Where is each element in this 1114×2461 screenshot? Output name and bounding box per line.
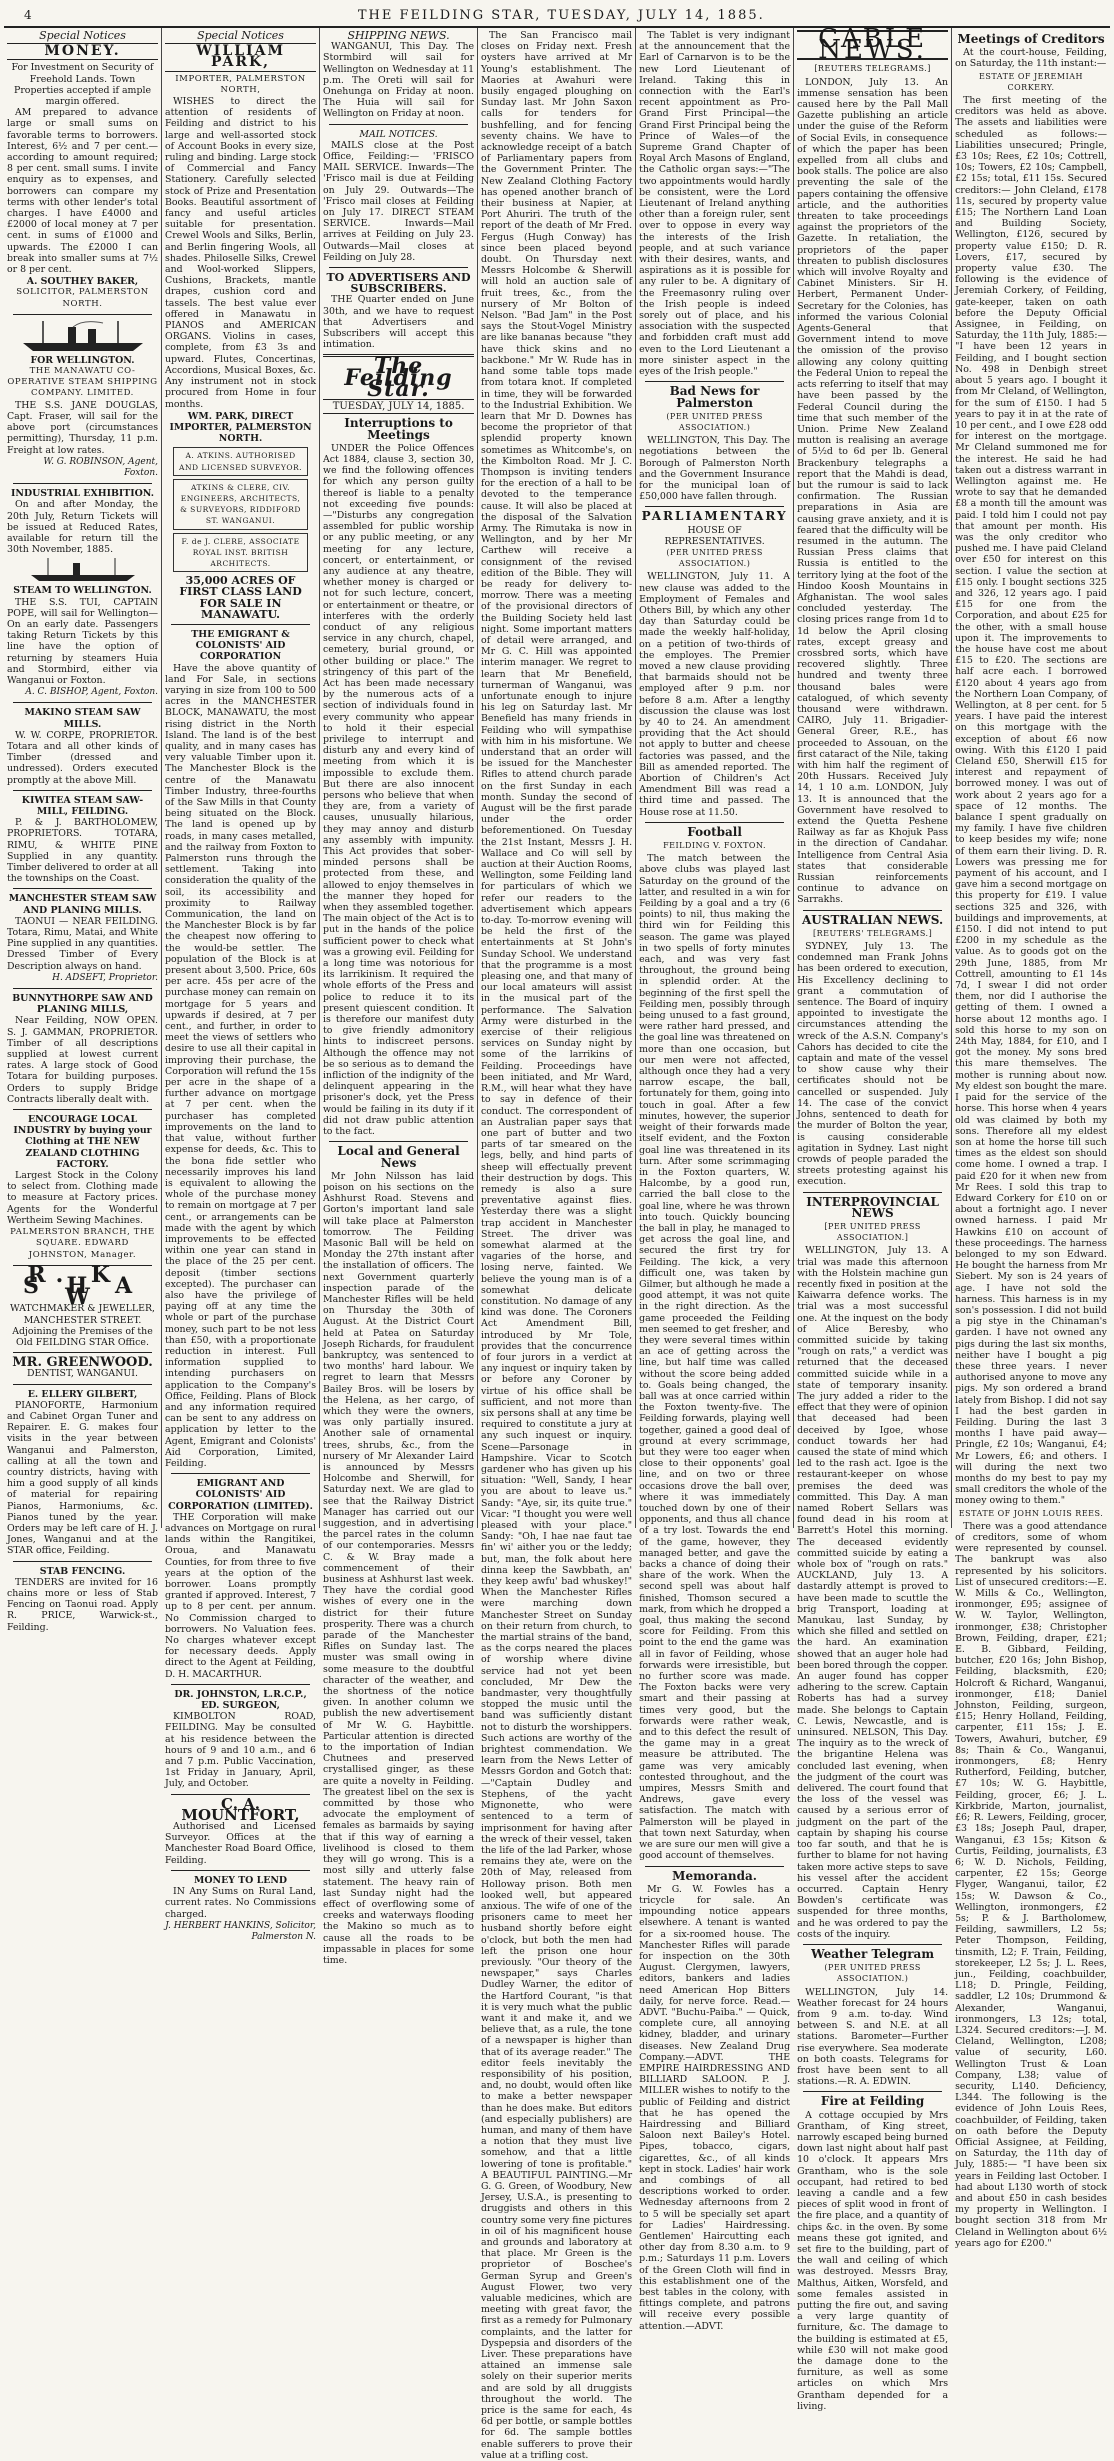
emigrant-title: THE EMIGRANT & COLONISTS' AID CORPORATION	[191, 628, 290, 663]
acres-title: 35,000 ACRES OF FIRST CLASS LAND FOR SALE IN MANAWATU.	[179, 574, 302, 621]
palmerston-title: Bad News for Palmerston	[669, 384, 760, 410]
special-notices-header: Special Notices	[7, 30, 158, 44]
gilbert-title: E. ELLERY GILBERT,	[27, 1388, 138, 1400]
jane-douglas-notice: THE S.S. JANE DOUGLAS, Capt. Fraser, will sail for the above port (circumstances permitting), Thursday, 11 p.m. Freight at low rates.	[7, 399, 159, 456]
paper-title: The Feilding Star.	[344, 353, 453, 402]
emigrant2-title: EMIGRANT AND COLONISTS' AID CORPORATION (LIMITED).	[168, 1478, 313, 1512]
newspaper-title: THE FEILDING STAR, TUESDAY, JULY 14, 1885.	[357, 7, 765, 23]
shipping-title: SHIPPING NEWS.	[347, 29, 450, 42]
interruptions-body: UNDER the Police Offences Act 1884, clause 3, section 30, we find the following offences for which any person guilty thereof is liable to a penalty not exceeding five pounds:—"Disturbs any congregation assembled for public worship or any public meeting, or any meeting for any lecture, concert, or entertainment, or any audience at any theatre, whether money is charged or not for such lecture, concert, or entertainment or theatre, or interferes with the orderly conduct of any religious service in any church, chapel, cemetery, burial ground, or other building or place." The stringency of this part of the Act has been made necessary by the numerous acts of a section of individuals found in every community who appear to hold it their especial privilege to interrupt and disturb any and every kind of meeting from which it is impossible to exclude them. But there are also innocent persons who believe that when they are, from a variety of causes, unusually hilarious, they may annoy and disturb any assembly with impunity. This Act provides that sober-minded persons shall be protected from these, and allowed to enjoy themselves in the manner they hoped for when they assembled together. The main object of the Act is to put in the hands of the police sufficient power to check what was a growing evil. Feilding for a long time was notorious for its larrikinism. It required the whole efforts of the Press and police to reduce it to its present quiescent condition. It is therefore our manifest duty to give friendly admonitory hints to indiscreet persons. Although the offence may not be so serious as to demand the infliction of the indignity of the delinquent appearing in the prisoner's dock, yet the Press would be failing in its duty if it did not draw public attention to the fact.	[323, 442, 475, 1138]
mail-title: MAIL NOTICES.	[359, 128, 438, 140]
column-5	[636, 28, 794, 2332]
fencing-title: STAB FENCING.	[39, 1565, 126, 1577]
manawatu-company: THE MANAWATU CO-OPERATIVE STEAM SHIPPING COMPANY. LIMITED.	[7, 366, 158, 399]
jane-douglas-signature: W. G. ROBINSON, Agent, Foxton.	[43, 456, 159, 478]
column-1	[4, 28, 162, 1633]
special-notices-header: Special Notices	[165, 30, 316, 44]
lend-body: IN Any Sums on Rural Land, current rates. No Commissions charged.	[165, 1886, 317, 1920]
money-intro: For Investment on Security of Freehold Lands. Town Properties accepted if ample margin offered.	[11, 62, 154, 108]
makino-title: MAKINO STEAM SAW MILLS.	[24, 707, 141, 730]
parliamentary-sub: (PER UNITED PRESS ASSOCIATION.)	[666, 547, 763, 569]
interprovincial-sub: [PER UNITED PRESS ASSOCIATION.]	[824, 1221, 921, 1243]
manchester-mills-body: TAONUI — NEAR FEILDING. Totara, Rimu, Matai, and White Pine supplied in any quantities. Dressed Timber of Every Description always on hand.	[7, 915, 159, 972]
emigrant-body: Have the above quantity of land For Sale, in sections varying in size from 100 to 500 acres in the MANCHESTER BLOCK, MANAWATU, the most rising district in the North Island. The land is of the best quality, and in many cases has very valuable Timber upon it. The Manchester Block is the centre of the Manawatu Timber Industry, three-fourths of the Saw Mills in that County being situated on the Block. The land is opened up by roads, in many cases metalled, and the railway from Foxton to Palmerston runs through the settlement. Taking into consideration the quality of the soil, its accessibility and proximity to Railway Communication, the land on the Manchester Block is by far the cheapest now offering to the would-be settler. The population of the Block is at present about 3,500. Price, 60s per acre. 45s per acre of the purchase money can remain on mortgage for 5 years and upwards if desired, at 7 per cent., and further, in order to meet the views of settlers who desire to use all their capital in improving their purchase, the Corporation will refund the 15s per acre in the shape of a further advance on mortgage at 7 per cent. when the purchaser has completed improvements on the land to that value, without further expense for deeds, &c. This to the bona fide settler who necessarily improves his land is equivalent to allowing the whole of the purchase money to remain on mortgage at 7 per cent., or arrangements can be made with the agent by which improvements to be effected within one year can stand in the place of the 25 per cent. deposit (timber sections excepted). The purchaser can also have the privilege of paying off at any time the whole or part of the purchase money, such part to be not less than £50, with a proportionate reduction in interest. Full information supplied to intending purchasers on application to the Company's Office, Feilding. Plans of Block and any information required can be sent to any address on application by letter to the Agent, Emigrant and Colonists' Aid Corporation, Limited, Feilding.	[165, 662, 317, 1469]
clothing-title: ENCOURAGE LOCAL INDUSTRY by buying your Clothing at THE NEW ZEALAND CLOTHING FACTORY.	[13, 1114, 152, 1170]
kiwitea-title: KIWITEA STEAM SAW-MILL, FEILDING.	[21, 794, 144, 817]
shaw-body: WATCHMAKER & JEWELLER, MANCHESTER STREET. Adjoining the Premises of the Old FEILDING STAR Office.	[9, 1303, 156, 1348]
parliamentary-body: WELLINGTON, July 11. A new clause was added to the Employment of Females and Others Bill, by which any other day than Saturday could be made the weekly half-holiday, on a petition of two-thirds of the employes. The Premier moved a new clause providing that barmaids should not be employed after 9 p.m. nor before 8 a.m. After a lengthy discussion the clause was lost by 40 to 24. An amendment providing that the Act should not apply to butter and cheese factories was passed, and the Bill as amended reported. The Abortion of Children's Act Amendment Bill was read a third time and passed. The House rose at 11.50.	[639, 571, 791, 818]
football-title: Football	[687, 824, 742, 839]
clothing-body: Largest Stock in the Colony to select from. Clothing made to measure at Factory prices. Agents for the Wonderful Wertheim Sewing Machines.	[7, 1170, 159, 1226]
money-body: AM prepared to advance large or small sums on favorable terms to borrowers. Interest, 6½ and 7 per cent.—according to amount required; 8 per cent. small sums. I invite enquiry as to expenses, and borrowers can compare my terms with other lender's total charges. I have £4000 and £2000 of local money at 7 per cent. in sums of £1000 and upwards. The £2000 I can break into smaller sums at 7½ or 8 per cent.	[7, 107, 159, 276]
cable-news-body: LONDON, July 13. An immense sensation has been caused here by the Pall Mall Gazette publishing an article under the guise of the Reform of Social Evils, in consequence of which the paper has been expelled from all clubs and book stalls. The police are also preventing the sale of the papers containing the offensive article, and the authorities threaten to take proceedings against the proprietors of the Gazette. In retaliation, the proprietors of the paper threaten to publish disclosures which will involve Royalty and Cabinet Ministers. Sir H. Herbert, Permanent Under-Secretary for the Colonies, has informed the various Colonial Agents-General that Government intend to move the omission of the proviso allowing any colony quitting the Federal Union to repeal the acts referring to itself that may have been passed by the Federal Council during the time that such member of the Union. Prime New Zealand mutton is realising an average of 5½d to 6d per lb. General Brackenbury telegraphs a report that the Mahdi is dead, but the rumour is said to lack confirmation. The Russian preparations in Asia are causing grave anxiety, and it is feared that the difficulty will be resumed in the autumn. The Russian Press claims that Russia is entitled to the territory lying at the foot of the Hindoo Koosh Mountains in Afghanistan. The wool sales concluded yesterday. The closing prices range from 1d to 1d below the April closing rates, except greasy and crossbred sorts, which have recovered slightly. Three hundred and twenty three thousand bales were catalogued, of which seventy thousand were withdrawn. CAIRO, July 11. Brigadier-General Greer, R.E., has proceeded to Assouan, on the first cataract of the Nile, taking with him half the regiment of 20th Hussars. Received July 14, 1 10 a.m. LONDON, July 13. It is announced that the Government have resolved to extend the Quetta Peshene Railway as far as Khojuk Pass in the direction of Candahar. Intelligence from Central Asia states that considerable Russian reinforcements continue to advance on Sarrakhs.	[797, 76, 949, 906]
bunnythorpe-title: BUNNYTHORPE SAW AND PLANING MILLS,	[12, 993, 153, 1016]
tablet-article: The Tablet is very indignant at the announcement that the Earl of Carnarvon is to be the new Lord Lieutenant of Ireland. Taking this in connection with the Earl's recent appointment as Pro-Grand First Principal—the Grand First Principal being the Prince of Wales—of the Supreme Grand Chapter of Royal Arch Masons of England, the Catholic organ says:—"The two appointments would hardly be consistent, were the Lord Lieutenant of Ireland anything other than a foreign ruler, sent over to oppose in every way the interests of the Irish people, and at such variance with their desires, wants, and aspirations as it is possible for any ruler to be. A dignitary of the Freemasonry ruling over the Irish people is indeed sorely out of place, and his association with the suspected and forbidden craft must add even to the Lord Lieutenant a more sinister aspect in the eyes of the Irish people."	[639, 30, 791, 378]
estate1-body: The first meeting of the creditors was held as above. The assets and liabilities were scheduled as follows:— Liabilities unsecured; Pringle, £3 10s; Rees, £2 10s; Cottrell, 10s; Towers, £2 10s; Campbell, £2 15s; total, £11 15s. Secured creditors:— John Cleland, £178 11s, secured by property value £15; The Northern Land Loan and Building Society, Wellington, £126, secured by property value £150; D. R. Lovers, £17, secured by property value £30. The following is the evidence of Jeremiah Corkery, of Feilding, gate-keeper, taken on oath before the Deputy Official Assignee, in Feilding, on Saturday, the 11th July, 1885:— "I have been 12 years in Feilding, and I bought section No. 498 in Denbigh street about 5 years ago. I bought it from Mr Cleland, of Wellington, for the sum of £150. I had 5 years to pay it in at the rate of 10 per cent., and I owe £28 odd for interest on the mortgage. Mr Cleland summoned me for the interest. He said he had taken out a distress warrant in Wellington against me. He wrote to say that he demanded £8 a month till the amount was paid. I told him I could not pay that amount per month. His was the only creditor who pushed me. I have paid Cleland over £50 for interest on this section. I value the section at £15 only. I bought sections 325 and 326, 12 years ago. I paid £15 for one from the Corporation, and about £25 for the other, with a small house upon it. The improvements to the house have cost me about £15 to £20. The sections are half acre each. I borrowed £120 about 4 years ago from the Northern Loan Company, of Wellington, at 8 per cent. for 5 years. I have paid the interest on this mortgage with the exception of about £6 now owing. With this £120 I paid Cleland £50, Sherwill £15 for interest and repayment of borrowed money. I was out of work about 2 years ago for a space of 12 months. The balance I spent gradually on my family. I have five children to keep besides my wife; none of them earn their living. D. R. Lowers was pressing me for payment of his account, and I gave him a second mortgage on this property for £19. I value sections 325 and 326, with buildings and improvements, at £150. I did not intend to put £200 in my schedule as the value. As to goods got on the 29th June, 1885, from Mr Cottrell, amounting to £1 14s 7d, I swear I did not order them, nor did I authorise the getting of them. I owned a horse about 12 months ago. I sold this horse to my son on 24th May, 1884, for £10, and I got the money. My sons bred this mare themselves. The mother is running about now. My eldest son bought the mare. I paid for the service of the horse. This horse when 4 years old was claimed by both my sons. Therefore all my eldest son at home the horse till such times as the eldest son should come home. I owned a trap. I paid £20 for it when new from Mr Rees. I sold this trap to Edward Corkery for £10 on or about a fortnight ago. I never owned harness. I paid Mr Hawkins £10 on account of these proceedings. The harness belonged to my son Edward. He bought the harness from Mr Siebert. My son is 24 years of age. I have not sold the harness. This harness is in my son's possession. I did not build a pig stye in the Chinaman's garden. I have not owned any pigs during the last six months, neither have I bought a pig these three years. I never authorised anyone to move any pigs. My son ordered a brand lately from Bishop. I did not say I had the best garden in Feilding. During the last 3 months I have paid away—Pringle, £2 10s; Wanganui, £4; Mr Lowers, £6; and others. I will during the next two months do my best to pay my small creditors the whole of the money owing to them."	[955, 95, 1107, 1507]
parliamentary-title: PARLIAMENTARY	[641, 509, 788, 524]
mail-body: MAILS close at the Post Office, Feilding:— 'FRISCO MAIL SERVICE. Inwards—The 'Frisco mail is due at Feilding on July 29. Outwards—The 'Frisco mail closes at Feilding on July 17. DIRECT STEAM SERVICE. Inwards—Mail arrives at Feilding on July 23. Outwards—Mail closes at Feilding on July 28.	[323, 139, 475, 263]
general-news-body: The San Francisco mail closes on Friday next. Fresh oysters have arrived at Mr Young's establishment. The Maories at Awahuri were busily engaged ploughing on Sunday last. Mr John Saxon calls for tenders for bushfelling, and for fencing seventy chains. We have to acknowledge receipt of a batch of Parliamentary papers from the Government Printer. The New Zealand Clothing Factory has opened another branch of their business at Napier, at Port Ahuriri. The truth of the report of the death of Mr Fred. Fergus (Hugh Conway) has since been placed beyond doubt. On Thursday next Messrs Holcombe & Sherwill will hold an auction sale of fruit trees, &c., from the nursery of Mr Bolton of Nelson. "Bad Jam" in the Post says the Stout-Vogel Ministry are like bananas because "they have thick skins and no backbone." Mr W. Rude has in hand some table tops made from totara knot. If completed in time, they will be forwarded to the Industrial Exhibition. We learn that Mr D. Downes has become the proprietor of that splendid property known sometimes as Whitcombe's, on the Kimbolton Road. Mr J. C. Thompson is inviting tenders for the erection of a hall to be devoted to the temperance cause. It will also be placed at the disposal of the Salvation Army. The Rimutaka is now in Wellington, and by her Mr Carthew will receive a consignment of the revised edition of the Bible. They will be ready for delivery to-morrow. There was a meeting of the provisional directors of the Building Society held last night. Some important matters of detail were arranged, and Mr G. C. Hill was appointed interim manager. We regret to learn that Mr Benefield, turnerman of Wanganui, was unfortunate enough to injure his leg on Saturday last. Mr Benefield has many friends in Feilding who will sympathise with him in his misfortune. We understand that an order will be issued for the Manchester Rifles to attend church parade on the first Sunday in each month. Sunday the second of August will be the first parade under the order beforementioned. On Tuesday the 21st Instant, Messrs J. H. Wallace and Co will sell by auction at their Auction Rooms, Wellington, some Feilding land for particulars of which we refer our readers to the advertisement which appears to-day. To-morrow evening will be held the first of the entertainments at St John's Sunday School. We understand that the programme is a most pleasing one, and that many of our local amateurs will assist in the musical part of the performance. The Salvation Army were disturbed in the exercise of their religious services on Sunday night by some of the larrikins of Feilding. Proceedings have been initiated, and Mr Ward, R.M., will hear what they have to say in defence of their conduct. The correspondent of an Australian paper says that one part of butter and two parts of tar smeared on the legs, belly, and hind parts of sheep will effectually prevent their destruction by dogs. This remedy is also a sure preventative against flies. Yesterday there was a slight trap accident in Manchester Street. The driver was somewhat alarmed at the vagaries of the horse, and losing nerve, fainted. We believe the young man is of a somewhat delicate constitution. No damage of any kind was done. The Coroners Act Amendment Bill, introduced by Mr Tole, provides that the concurrence of four jurors in a verdict at any inquest or inquiry taken by or before any Coroner by virtue of his office shall be sufficient, and not more than six persons shall at any time be required to constitute a jury at any such inquest or inquiry. Scene—Parsonage in Hampshire. Vicar to Scotch gardener who has given up his situation: "Well, Sandy, I hear you are about to leave us." Sandy: "Aye, sir, its quite true." Vicar: "I thought you were well pleased with your place." Sandy: "Oh, I hae nae faut tae fin' wi' aither you or the leddy; but, man, the folk about here dinna keep the Sawbbath, an' they keep awfu' bad whuskey!" When the Manchester Rifles were marching down Manchester Street on Sunday on their return from church, to the martial strains of the band, as the corps neared the places of worship where divine service had not yet been concluded, Mr Dew the bandmaster, very thoughtfully stopped the music until the band was sufficiently distant not to disturb the worshippers. Such actions are worthy of the brightest commendation. We learn from the News Letter of Messrs Gordon and Gotch that:—"Captain Dudley and Stephens, of the yacht Mignonette, who were sentenced to a term of imprisonment for having after the wreck of their vessel, taken the life of the lad Parker, whose remains they ate, were on the 20th of May, released from Holloway prison. Both men looked well, but appeared anxious. The wife of one of the prisoners came to meet her husband shortly before eight o'clock, but both the men had left the prison one hour previously. "Our theory of the newspaper," says Charles Dudley Warner, the editor of the Hartford Courant, "is that it is very much what the public want it and make it, and we believe that, as a rule, the tone of a newspaper is higher than that of its average reader." The editor feels inevitably the responsibility of his position, and, no doubt, would often like to make a better newspaper than he does make. But editors (and especially publishers) are human, and many of them have a notion that they must live somehow, and that a little lowering of tone is profitable." A BEAUTIFUL PAINTING.—Mr G. G. Green, of Woodbury, New Jersey, U.S.A., is presenting to druggists and others in this country some very fine pictures in oil of his magnificent house and grounds and laboratory at that place. Mr Green is the proprietor of Boschee's German Syrup and Green's August Flower, two very valuable medicines, which are meeting with great favor, the first as a remedy for Pulmonary complaints, and the latter for Dyspepsia and disorders of the Liver. These preparations have attained an immense sale solely on their superior merits and are sold by all druggists throughout the world. The price is the same for each, 4s 6d per bottle, or sample bottles for 6d. The sample bottles enable sufferers to prove their value at a trifling cost.	[481, 30, 633, 2461]
australian-title: AUSTRALIAN NEWS.	[802, 912, 944, 927]
tui-notice: THE S.S. TUI, CAPTAIN POPE, will sail for Wellington— On an early date. Passengers taking Return Tickets by this line have the option of returning by steamers Huia and Stormbird, either via Wanganui or Foxton.	[7, 596, 159, 686]
interprovincial-title: INTERPROVINCIAL NEWS	[806, 1194, 939, 1220]
advertisers-title: TO ADVERTISERS AND SUBSCRIBERS.	[326, 271, 471, 296]
park-signature: WM. PARK, DIRECT IMPORTER, PALMERSTON NORTH.	[169, 410, 312, 445]
paper-date: TUESDAY, JULY 14, 1885.	[323, 399, 474, 414]
column-7	[952, 28, 1110, 2249]
column-2	[162, 28, 320, 1942]
bunnythorpe-body: Near Feilding, NOW OPEN. S. J. GAMMAN, PROPRIETOR. Timber of all descriptions supplied at lowest current rates. A large stock of Good Totara for building purposes. Orders to supply Bridge Contracts liberally dealt with.	[7, 1015, 159, 1105]
shaw-title: R. K. S H A W	[22, 1261, 143, 1311]
weather-title: Weather Telegram	[811, 1946, 935, 1961]
manchester-mills-signature: H. ADSEFT, Proprietor.	[52, 972, 159, 983]
wellington-title: FOR WELLINGTON.	[30, 354, 135, 366]
atkins-clere-card: ATKINS & CLERE, CIV. ENGINEERS, ARCHITECTS, & SURVEYORS, RIDDIFORD ST. WANGANUI.	[173, 479, 308, 530]
steamship-icon	[13, 319, 153, 353]
weather-sub: (PER UNITED PRESS ASSOCIATION.)	[824, 1963, 921, 1984]
interprovincial-body: WELLINGTON, July 13. A trial was made this afternoon with the Holstein machine gun recently fixed in position at the Kaiwarra defence works. The trial was a most successful one. At the inquest on the body of Alice Beresby, who committed suicide by taking "rough on rats," a verdict was returned that the deceased committed suicide while in a state of temporary insanity. The jury added a rider to the effect that they were of opinion that deceased had been deceived by Igoe, whose conduct towards her had caused the state of mind which led to the rash act. Igoe is the restaurant-keeper on whose premises the deed was committed. This Day. A man named Robert Sellars was found dead in his room at Barrett's Hotel this morning. The deceased evidently committed suicide by eating a whole box of "rough on rats." AUCKLAND, July 13. A dastardly attempt is proved to have been made to scuttle the brig Transport, loading at Manukau, last Sunday, by which she filled and settled on the hard. An examination showed that an auger hole had been bored through the copper. An auger found has copper adhering to the screw. Captain Roberts has had a survey made. She belongs to Captain C. Lewis, Newcastle, and is uninsured. NELSON, This Day. The inquiry as to the wreck of the brigantine Helena was concluded last evening, when the judgment of the court was delivered. The court found that the loss of the vessel was caused by a serious error of judgment on the part of the captain by shaping his course too far south, and that he is further to blame for not having taken more active steps to save his vessel after the accident occurred. Captain Henry Bowden's certificate was suspended for three months, and he was ordered to pay the costs of the inquiry.	[797, 1245, 949, 1940]
emigrant2-body: THE Corporation will make advances on Mortgage on rural lands within the Rangitikei, Oroua, and Manawatu Counties, for from three to five years at the option of the borrower. Loans promptly granted if approved. Interest, 7 up to 8 per cent. per annum. No Commission charged to borrowers. No Valuation fees. No charges whatever except for necessary deeds. Apply direct to the Agent at Feilding, D. H. MACARTHUR.	[165, 1511, 317, 1680]
industrial-body: On and after Monday, the 20th July, Return Tickets will be issued at Reduced Rates, available for return till the 30th November, 1885.	[7, 499, 159, 556]
park-subtitle: IMPORTER, PALMERSTON NORTH,	[175, 73, 306, 95]
clere-card: F. de J. CLERE, ASSOCIATE ROYAL INST. BRITISH ARCHITECTS.	[173, 533, 308, 573]
atkins-card: A. ATKINS. AUTHORISED AND LICENSED SURVEYOR.	[173, 447, 308, 475]
johnston-body: KIMBOLTON ROAD, FEILDING. May be consulted at his residence between the hours of 9 and 10 a.m., and 6 and 7 p.m. Public Vaccination, 1st Friday in January, April, July, and October.	[165, 1711, 317, 1790]
estate1-title: ESTATE OF JEREMIAH CORKERY.	[979, 71, 1083, 92]
football-sub: FEILDING V. FOXTON.	[663, 841, 767, 851]
kiwitea-body: P. & J. BARTHOLOMEW, PROPRIETORS. TOTARA, RIMU, & WHITE PINE Supplied in any quantity. Timber delivered to order at all the townships on the Coast.	[7, 817, 159, 885]
football-body: The match between the above clubs was played last Saturday on the ground of the latter, and resulted in a win for Feilding by a goal and a try (6 points) to nil, thus making the third win for Feilding this season. The game was played in two spells of forty minutes each, and was very fast throughout, the ground being in splendid order. At the beginning of the first spell the Feilding men, possibly through being unused to a fast ground, were rather hard pressed, and the goal line was threatened on more than one occasion, but our men were not affected, although once they had a very narrow escape, the ball, fortunately for them, going into touch in goal. After a few minutes, however, the superior weight of their forwards made itself evident, and the Foxton goal line was threatened in its turn. After some scrimmaging in the Foxton quarters, W. Halcombe, by a good run, carried the ball close to the goal line, where he was thrown into touch. Quickly bouncing the ball in play, he managed to get across the goal line, and secured the first try for Feilding. The kick, a very difficult one, was taken by Gilmer, but although he made a good attempt, it was not quite in the right direction. As the game proceeded the Feilding men seemed to get fresher, and they were several times within an ace of getting across the line, but half time was called without the score being added to. Goals being changed, the ball was at once carried within the Foxton twenty-five. The Feilding forwards, playing well together, gained a good deal of ground at every scrimmage, but they were too eager when close to their opponents' goal line, and on two or three occasions drove the ball over, where it was immediately touched down by one of their opponents, and thus all chance of a try lost. Towards the end of the game, however, they managed better, and gave the backs a chance of doing their share of the work. When the second spell was about half finished, Thomson secured a mark, from which he dropped a goal, thus making the second score for Feilding. From this point to the end the game was all in favor of Feilding, whose forwards were irresistible, but no further score was made. The Foxton backs were very smart and their passing at times very good, but the forwards were rather weak, and to this defect the result of the game may in a great measure be attributed. The game was very amicably contested throughout, and the umpires, Messrs Smith and Andrews, gave every satisfaction. The match with Palmerston will be played in that town next Saturday, when we are sure our men will give a good account of themselves.	[639, 853, 791, 1862]
tui-signature: A. C. BISHOP, Agent, Foxton.	[25, 687, 159, 698]
johnston-title: DR. JOHNSTON, L.R.C.P., ED. SURGEON,	[174, 1688, 307, 1712]
makino-body: W. W. CORPE, PROPRIETOR. Totara and all other kinds of Timber (dressed and undressed). Orders executed promptly at the above Mill.	[7, 729, 159, 786]
estate2-title: ESTATE OF JOHN LOUIS REES.	[958, 1508, 1104, 1518]
park-title: WILLIAM PARK,	[165, 46, 316, 71]
estate2-body: There was a good attendance of creditors, some of whom were represented by counsel. The bankrupt was also represented by his solicitors. List of unsecured creditors:—E. W. Mills & Co., Wellington, ironmonger, £95; assignee of W. W. Taylor, Wellington, ironmonger, £38; Christopher Brown, Feilding, draper, £21; E. B. Gibbard, Feilding, butcher, £20 16s; John Bishop, Feilding, blacksmith, £20; Holcroft & Richard, Wanganui, ironmonger, £18; Daniel Johnston, Feilding, surgeon, £15; Henry Holland, Feilding, carpenter, £11 15s; J. E. Towers, Awahuri, butcher, £9 8s; Thain & Co., Wanganui, ironmongers, £8; Henry Rutherford, Feilding, butcher, £7 10s; W. G. Haybittle, Feilding, grocer, £6; J. L. Kirkbride, Marton, journalist, £6; R. Lewers, Feilding, grocer, £3 18s; Joseph Paul, draper, Wanganui, £3 15s; Kitson & Curtis, Feilding, journalists, £3 6; W. D. Nichols, Feilding, carpenter, £2 15s; George Flyger, Wanganui, tailor, £2 15s; W. Dawson & Co., Wellington, ironmongers, £2 5s; P. & J. Bartholomew, Feilding, sawmillers, L2 5s; Peter Thompson, Feilding, tinsmith, L2; F. Train, Feilding, storekeeper, L2 5s; J. L. Rees, jun., Feilding, coachbuilder, L18; D. Pringle, Feilding, saddler, L2 10s; Drummond & Alexander, Wanganui, ironmongers, L3 12s; total, L324. Secured creditors:—J. M. Cleland, Wellington, L208; value of security, L60. Wellington Trust & Loan Company, L38; value of security, L140. Deficiency, L344. The following is the evidence of John Louis Rees, coachbuilder, of Feilding, taken on oath before the Deputy Official Assignee, at Feilding, on Saturday, the 11th day of July, 1885:— "I have been six years in Feilding last October. I had about L130 worth of stock and about £50 in cash besides my property in Wellington. I bought section 318 from Mr Cleland in Wellington about 6½ years ago for £200."	[955, 1520, 1107, 2249]
manchester-mills-title: MANCHESTER STEAM SAW AND PLANING MILLS.	[8, 893, 157, 916]
page-number: 4	[24, 8, 33, 22]
column-4	[478, 28, 636, 2461]
columns	[4, 24, 1110, 2461]
money-signature-title: SOLICITOR, PALMERSTON NORTH.	[16, 287, 149, 309]
industrial-title: INDUSTRIAL EXHIBITION.	[10, 488, 155, 500]
local-news-title: Local and General News	[337, 1144, 460, 1170]
clothing-signature: PALMERSTON BRANCH, THE SQUARE. EDWARD JOHNSTON, Manager.	[10, 1227, 155, 1260]
palmerston-body: WELLINGTON, This Day. The negotiations between the Borough of Palmerston North and the Government Insurance for the municipal loan of £50,000 have fallen through.	[639, 435, 791, 503]
gilbert-body: PIANOFORTE, Harmonium and Cabinet Organ Tuner and Repairer. E. G. makes four visits in the year between Wanganui and Palmerston, calling at all the town and country districts, having with him a good supply of all kinds of material for repairing Pianos, Harmoniums, &c. Pianos tuned by the year. Orders may be left care of H. J. Jones, Wanganui and at the STAR office, Feilding.	[7, 1399, 159, 1557]
lend-signature: J. HERBERT HANKINS, Solicitor, Palmerston N.	[165, 1920, 317, 1942]
mountfort-title: C. A. MOUNTFORT,	[181, 1794, 300, 1824]
money-signature: A. SOUTHEY BAKER,	[26, 276, 139, 288]
greenwood-body: DENTIST, WANGANUI.	[27, 1368, 138, 1380]
australian-body: SYDNEY, July 13. The condemned man Frank Johns has been ordered to execution, His Excellency declining to grant a commutation of sentence. The Board of inquiry appointed to investigate the circumstances attending the wreck of the A.S.N. Company's Cahors has decided to cite the captain and mate of the vessel to show cause why their certificates should not be cancelled or suspended. July 14. The case of the convict Johns, sentenced to death for the murder of Bolton the year, is causing considerable agitation in Sydney. Last night crowds of people paraded the streets protesting against his execution.	[797, 941, 949, 1188]
greenwood-title: MR. GREENWOOD.	[12, 1355, 153, 1371]
creditors-intro: At the court-house, Feilding, on Saturday, the 11th instant:—	[955, 47, 1107, 70]
cable-news-sub: [REUTERS TELEGRAMS.]	[814, 64, 931, 74]
column-3	[320, 28, 478, 1966]
fire-body: A cottage occupied by Mrs Grantham, of King street, narrowly escaped being burned down last night about half past 10 o'clock. It appears Mrs Grantham, who is the sole occupant, had retired to bed leaving a candle and a few pieces of split wood in front of the fire place, and a quantity of chips &c. in the oven. By some means these got ignited, and set fire to the building, part of the wall and ceiling of which was destroyed. Messrs Bray, Malthus, Aitken, Worsfeld, and some females assisted in putting the fire out, and saving a very large quantity of furniture, &c. The damage to the building is estimated at £5, while £30 will not make good the damage done to the furniture, as well as some articles on which Mrs Grantham depended for a living.	[797, 2109, 949, 2412]
australian-sub: [REUTERS' TELEGRAMS.]	[812, 928, 933, 938]
park-body: WISHES to direct the attention of residents of Feilding and district to his large and well-assorted stock of Account Books in every size, ruling and binding. Large stock of Commercial and Fancy Stationery. Carefully selected stock of Prize and Presentation Books. Beautiful assortment of fancy and useful articles suitable for presentation. Crewel Wools and Silks, Berlin, and Berlin fingering Wools, all shades. Philoselle Silks, Crewel and Wool-worked Slippers, Cushions, Brackets, mantle drapes, cushion cord and tassels. The best value ever offered in Manawatu in PIANOS and AMERICAN ORGANS. Violins in cases, complete, from £3 3s and upward. Flutes, Concertinas, Accordions, Musical Boxes, &c. Any instrument not in stock procured from Home in four months.	[165, 96, 317, 410]
local-news-body: Mr John Nilsson has laid poison on his sections on the Ashhurst Road. Stevens and Gorton's important land sale will take place at Palmerston tomorrow. The Feilding Masonic Ball will be held on Monday the 27th instant after the installation of officers. The next Government quarterly inspection parade of the Manchester Rifles will be held on Thursday the 30th of August. At the District Court held at Patea on Saturday Joseph Richards, for fraudulent bankruptcy, was sentenced to two months' hard labour. We regret to learn that Messrs Bailey Bros. will be losers by the Helena, as her cargo, of which they were the owners, was only partially insured. Another sale of ornamental trees, shrubs, &c., from the nursery of Mr Alexander Laird is announced by Messrs Holcombe and Sherwill, for Saturday next. We are glad to see that the Railway District Manager has carried out our suggestion, and in advertising the parcel rates in the column of our contemporaries. Messrs C. & W. Bray made a commencement of their business at Ashhurst last week. They have the cordial good wishes of every one in the district for their future prosperity. There was a church parade of the Manchester Rifles on Sunday last. The muster was small owing in some measure to the doubtful character of the weather, and the shortness of the notice given. In another column we publish the new advertisement of Mr W. G. Haybittle. Particular attention is directed to the importation of Indian Chutnees and preserved crystallised ginger, as these are quite a novelty in Feilding. The greatest libel on the sex is committed by those who advocate the employment of females as barmaids by saying that if this way of earning a livelihood is closed to them they will go wrong. This is a most silly and utterly false statement. The heavy rain of last Sunday night had the effect of overflowing some of creeks and waterways flooding the Makino so much as to cause all the roads to be impassable in places for some time.	[323, 1170, 475, 1966]
steamship-icon	[23, 557, 143, 583]
column-6	[794, 24, 952, 2412]
lend-title: MONEY TO LEND	[193, 1874, 288, 1886]
interruptions-title: Interruptions to Meetings	[344, 416, 453, 442]
memoranda-body: Mr G. W. Fowles has a tricycle for sale. An impounding notice appears elsewhere. A tenant is wanted for a six-roomed house. The Manchester Rifles will parade for inspection on the 30th August. Clergymen, lawyers, editors, bankers and ladies need American Hop Bitters daily, for nerve force. Read.—ADVT. "Buchu-Paiba." — Quick, complete cure, all annoying kidney, bladder, and urinary diseases. New Zealand Drug Company.—ADVT. THE EMPIRE HAIRDRESSING AND BILLIARD SALOON. P. J. MILLER wishes to notify to the public of Feilding and district that he has opened the Hairdressing and Billiard Saloon next Bailey's Hotel. Pipes, tobacco, cigars, cigarettes, &c., of all kinds kept in stock. Ladies' hair work and combings of all descriptions worked to order. Wednesday afternoons from 2 to 5 will be specially set apart for Ladies' Hairdressing. Gentlemen' Haircutting each other day from 8.30 a.m. to 9 p.m.; Saturdays 11 p.m. Lovers of the Green Cloth will find in this establishment one of the best tables in the colony, with fittings complete, and patrons will receive every possible attention.—ADVT.	[639, 1883, 791, 2332]
fencing-body: TENDERS are invited for 16 chains more or less of Stab Fencing on Taonui road. Apply R. PRICE, Warwick-st., Feilding.	[7, 1576, 159, 1633]
masthead	[4, 4, 1110, 28]
newspaper-page	[4, 4, 1110, 2461]
cable-news-title: CABLE NEWS.	[797, 30, 948, 60]
parliamentary-house: HOUSE OF REPRESENTATIVES.	[664, 524, 765, 547]
fire-title: Fire at Feilding	[820, 2094, 925, 2109]
palmerston-sub: (PER UNITED PRESS ASSOCIATION.)	[666, 411, 763, 432]
memoranda-title: Memoranda.	[672, 1868, 757, 1883]
advertisers-body: THE Quarter ended on June 30th, and we have to request that Advertisers and Subscribers will accept this intimation.	[323, 294, 475, 351]
money-title: MONEY.	[7, 46, 158, 60]
weather-body: WELLINGTON, July 14. Weather forecast for 24 hours from 9 a.m. to-day. Wind between S. and N.E. at all stations. Barometer—Further rise everywhere. Sea moderate on both coasts. Telegrams for frost have been sent to all stations.—R. A. EDWIN.	[797, 1986, 949, 2088]
steam-title: STEAM TO WELLINGTON.	[13, 585, 152, 597]
shipping-body: WANGANUI, This Day. The Stormbird will sail for Wellington on Wednesday at 11 p.m. The Oreti will sail for Onehunga on Friday at noon. The Huia will sail for Wellington on Friday at noon.	[323, 41, 475, 120]
creditors-title: Meetings of Creditors	[957, 32, 1105, 46]
mountfort-body: Authorised and Licensed Surveyor. Offices at the Manchester Road Board Office, Feilding.	[165, 1821, 317, 1866]
